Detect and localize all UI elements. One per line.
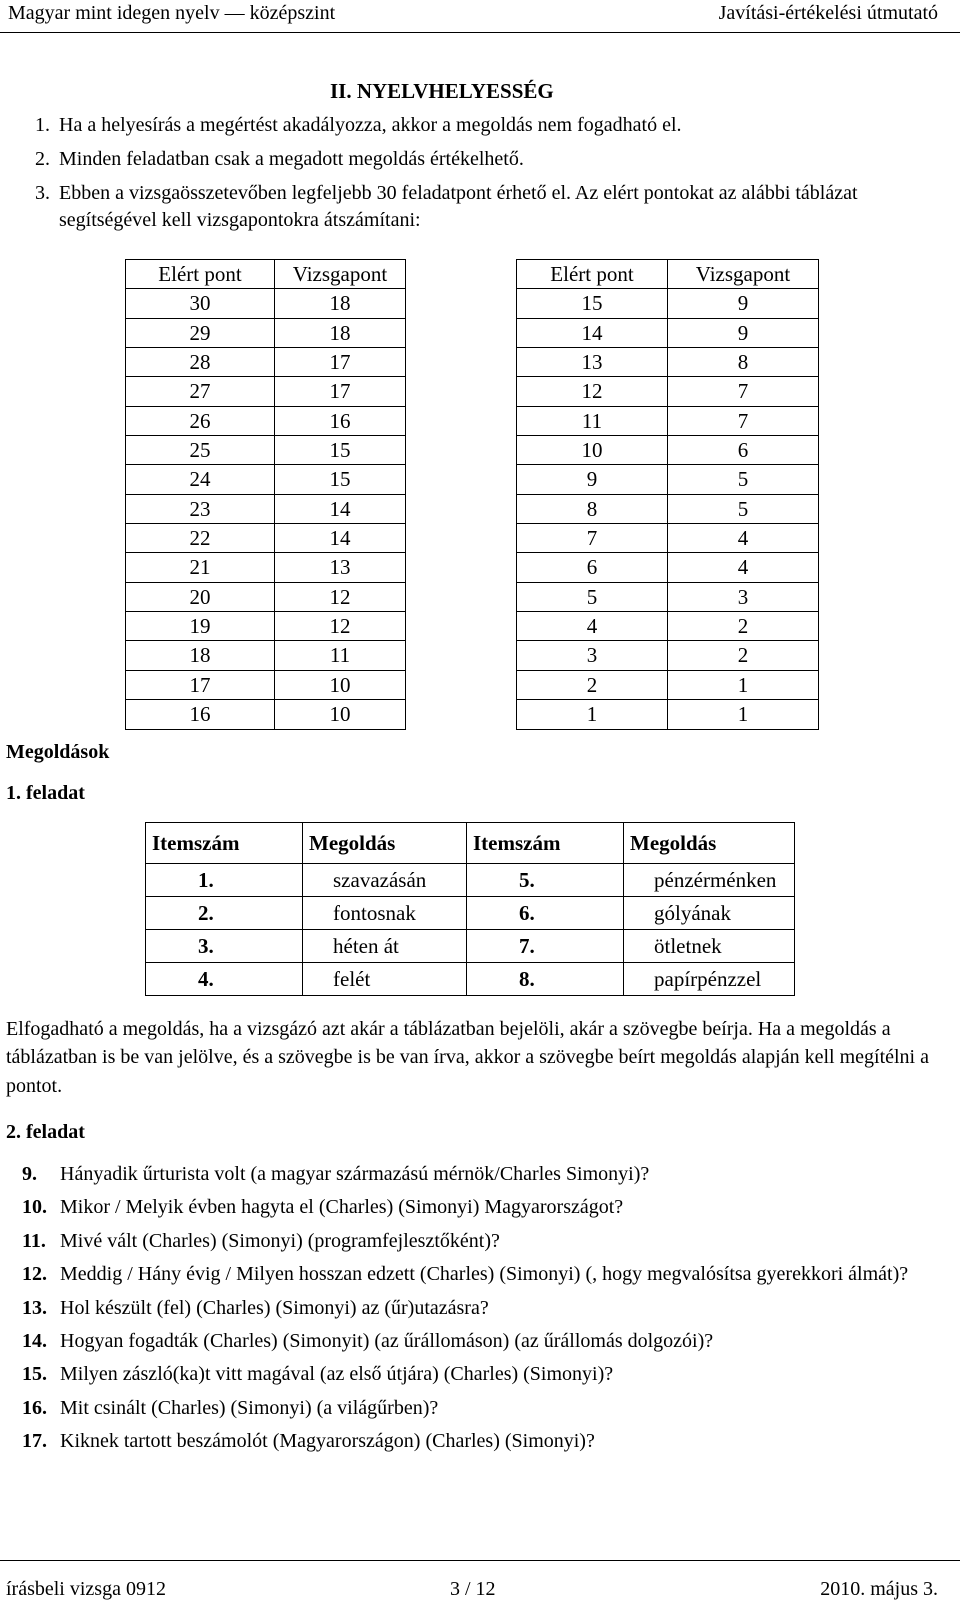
points-row — [126, 406, 819, 435]
task2-label: 2. feladat — [6, 1121, 85, 1143]
question-item — [22, 1394, 937, 1422]
answers-row — [146, 897, 795, 930]
points-cell: 2 — [517, 670, 668, 699]
footer-page-number: 3 / 12 — [450, 1578, 496, 1600]
points-gap — [406, 377, 517, 406]
item-number: 2. — [146, 897, 303, 930]
question-text: Hányadik űrturista volt (a magyar származású mérnök/Charles Simonyi)? — [60, 1163, 650, 1185]
points-cell: 14 — [275, 524, 406, 553]
points-cell: 8 — [668, 348, 819, 377]
points-cell: 1 — [668, 670, 819, 699]
item-number: 8. — [467, 963, 624, 996]
points-cell: 9 — [668, 318, 819, 347]
points-row — [126, 289, 819, 318]
item-number: 5. — [467, 864, 624, 897]
footer-rule — [0, 1560, 960, 1561]
item-solution: fontosnak — [303, 897, 467, 930]
question-number: 13. — [22, 1296, 47, 1319]
points-cell: 18 — [275, 318, 406, 347]
answers-row — [146, 864, 795, 897]
rule-text: Ebben a vizsgaösszetevőben legfeljebb 30 feladatpont érhető el. Az elért pontokat az alábbi táblázat segítségével kell vizsgapontokra átszámítani: — [59, 182, 858, 231]
points-gap — [406, 494, 517, 523]
points-cell: 19 — [126, 612, 275, 641]
points-gap — [406, 348, 517, 377]
points-cell: 15 — [275, 436, 406, 465]
question-text: Meddig / Hány évig / Milyen hosszan edzett (Charles) (Simonyi) (, hogy megvalósítsa gyerekkori álmát)? — [60, 1263, 909, 1286]
solutions-heading: Megoldások — [6, 741, 110, 763]
points-cell: 4 — [668, 524, 819, 553]
points-cell: 20 — [126, 582, 275, 611]
points-cell: 17 — [275, 377, 406, 406]
question-number: 12. — [22, 1263, 47, 1286]
points-gap — [406, 670, 517, 699]
points-row — [126, 524, 819, 553]
points-gap — [406, 700, 517, 729]
points-cell: 1 — [517, 700, 668, 729]
points-cell: 1 — [668, 700, 819, 729]
points-cell: 12 — [517, 377, 668, 406]
item-number: 6. — [467, 897, 624, 930]
points-header-row — [126, 260, 819, 289]
points-row — [126, 582, 819, 611]
points-header-cell: Vizsgapont — [668, 260, 819, 289]
points-row — [126, 700, 819, 729]
item-solution: felét — [303, 963, 467, 996]
points-gap — [406, 582, 517, 611]
points-cell: 3 — [668, 582, 819, 611]
points-gap — [406, 436, 517, 465]
rule-text: Minden feladatban csak a megadott megoldás értékelhető. — [59, 148, 524, 170]
points-cell: 6 — [517, 553, 668, 582]
points-gap — [406, 641, 517, 670]
rule-item — [35, 112, 925, 139]
points-gap — [406, 289, 517, 318]
task1-label: 1. feladat — [6, 782, 85, 804]
header-rule — [0, 32, 960, 33]
points-cell: 16 — [275, 406, 406, 435]
item-solution: pénzérménken — [624, 864, 795, 897]
points-cell: 15 — [275, 465, 406, 494]
points-gap — [406, 260, 517, 289]
points-gap — [406, 406, 517, 435]
points-row — [126, 670, 819, 699]
question-item — [22, 1193, 937, 1221]
points-cell: 23 — [126, 494, 275, 523]
question-number: 16. — [22, 1396, 47, 1419]
points-cell: 18 — [126, 641, 275, 670]
points-cell: 15 — [517, 289, 668, 318]
points-cell: 2 — [668, 612, 819, 641]
points-row — [126, 436, 819, 465]
item-number: 7. — [467, 930, 624, 963]
points-gap — [406, 465, 517, 494]
rule-number: 2. — [35, 148, 50, 170]
points-gap — [406, 318, 517, 347]
points-cell: 30 — [126, 289, 275, 318]
points-cell: 14 — [517, 318, 668, 347]
points-row — [126, 377, 819, 406]
points-header-cell: Elért pont — [517, 260, 668, 289]
question-text: Mivé vált (Charles) (Simonyi) (programfejlesztőként)? — [60, 1229, 500, 1252]
question-item — [22, 1160, 937, 1188]
points-cell: 5 — [668, 465, 819, 494]
question-number: 15. — [22, 1363, 47, 1386]
rules-list — [35, 112, 925, 241]
points-row — [126, 612, 819, 641]
points-cell: 7 — [517, 524, 668, 553]
points-row — [126, 494, 819, 523]
points-cell: 2 — [668, 641, 819, 670]
answers-row — [146, 963, 795, 996]
points-gap — [406, 524, 517, 553]
points-cell: 4 — [668, 553, 819, 582]
question-number: 14. — [22, 1329, 47, 1352]
question-number: 11. — [22, 1229, 46, 1252]
question-text: Kiknek tartott beszámolót (Magyarországon) (Charles) (Simonyi)? — [60, 1430, 595, 1453]
answers-header-cell: Itemszám — [467, 823, 624, 864]
points-cell: 6 — [668, 436, 819, 465]
questions-list — [22, 1160, 937, 1461]
points-cell: 9 — [668, 289, 819, 318]
item-solution: papírpénzzel — [624, 963, 795, 996]
points-cell: 17 — [275, 348, 406, 377]
question-item — [22, 1360, 937, 1388]
rule-number: 3. — [35, 182, 50, 204]
item-solution: szavazásán — [303, 864, 467, 897]
note-paragraph: Elfogadható a megoldás, ha a vizsgázó azt akár a táblázatban bejelöli, akár a szövegbe beírja. Ha a megoldás a táblázatban is be van jelölve, és a szövegbe is be van írva, akkor a szövegbe beírt megoldás alapján kell megítélni a pontot. — [6, 1018, 929, 1097]
points-cell: 10 — [275, 670, 406, 699]
item-solution: ötletnek — [624, 930, 795, 963]
answers-header-cell: Itemszám — [146, 823, 303, 864]
header-left: Magyar mint idegen nyelv — középszint — [8, 2, 336, 24]
points-cell: 13 — [517, 348, 668, 377]
rule-item — [35, 146, 925, 173]
points-cell: 14 — [275, 494, 406, 523]
points-cell: 27 — [126, 377, 275, 406]
points-cell: 29 — [126, 318, 275, 347]
points-cell: 12 — [275, 612, 406, 641]
question-text: Milyen zászló(ka)t vitt magával (az első útjára) (Charles) (Simonyi)? — [60, 1363, 614, 1386]
points-cell: 28 — [126, 348, 275, 377]
rule-number: 1. — [35, 114, 50, 136]
answers-header-row — [146, 823, 795, 864]
question-text: Hol készült (fel) (Charles) (Simonyi) az (űr)utazásra? — [60, 1296, 489, 1319]
question-item — [22, 1327, 937, 1355]
points-row — [126, 553, 819, 582]
answers-row — [146, 930, 795, 963]
question-item — [22, 1260, 937, 1288]
item-number: 4. — [146, 963, 303, 996]
points-cell: 18 — [275, 289, 406, 318]
points-cell: 17 — [126, 670, 275, 699]
points-row — [126, 318, 819, 347]
footer-left: írásbeli vizsga 0912 — [6, 1578, 166, 1600]
points-cell: 10 — [275, 700, 406, 729]
points-cell: 11 — [275, 641, 406, 670]
question-item — [22, 1227, 937, 1255]
item-solution: héten át — [303, 930, 467, 963]
question-number: 10. — [22, 1196, 47, 1219]
item-number: 1. — [146, 864, 303, 897]
points-cell: 24 — [126, 465, 275, 494]
rule-item — [35, 180, 925, 234]
points-table — [125, 259, 819, 730]
points-cell: 5 — [517, 582, 668, 611]
points-cell: 26 — [126, 406, 275, 435]
answers-table — [145, 822, 795, 996]
points-cell: 11 — [517, 406, 668, 435]
points-cell: 4 — [517, 612, 668, 641]
question-text: Mikor / Melyik évben hagyta el (Charles) (Simonyi) Magyarországot? — [60, 1196, 624, 1219]
question-item — [22, 1294, 937, 1322]
points-header-cell: Elért pont — [126, 260, 275, 289]
rule-text: Ha a helyesírás a megértést akadályozza, akkor a megoldás nem fogadható el. — [59, 114, 682, 136]
page-footer — [0, 1556, 960, 1609]
question-number: 17. — [22, 1430, 47, 1453]
points-cell: 12 — [275, 582, 406, 611]
points-row — [126, 641, 819, 670]
question-text: Mit csinált (Charles) (Simonyi) (a világűrben)? — [60, 1396, 439, 1419]
question-text: Hogyan fogadták (Charles) (Simonyit) (az űrállomáson) (az űrállomás dolgozói)? — [60, 1329, 714, 1352]
section-title: II. NYELVHELYESSÉG — [330, 79, 554, 103]
page-header — [0, 0, 960, 38]
points-cell: 22 — [126, 524, 275, 553]
question-item — [22, 1427, 937, 1455]
points-cell: 3 — [517, 641, 668, 670]
points-cell: 16 — [126, 700, 275, 729]
points-cell: 8 — [517, 494, 668, 523]
header-right: Javítási-értékelési útmutató — [718, 2, 938, 24]
footer-date: 2010. május 3. — [820, 1578, 938, 1600]
points-header-cell: Vizsgapont — [275, 260, 406, 289]
answers-header-cell: Megoldás — [303, 823, 467, 864]
points-row — [126, 348, 819, 377]
points-cell: 21 — [126, 553, 275, 582]
points-gap — [406, 553, 517, 582]
answers-header-cell: Megoldás — [624, 823, 795, 864]
points-cell: 25 — [126, 436, 275, 465]
points-row — [126, 465, 819, 494]
points-cell: 5 — [668, 494, 819, 523]
points-gap — [406, 612, 517, 641]
points-cell: 10 — [517, 436, 668, 465]
points-cell: 13 — [275, 553, 406, 582]
item-number: 3. — [146, 930, 303, 963]
points-cell: 7 — [668, 377, 819, 406]
question-number: 9. — [22, 1163, 37, 1185]
item-solution: gólyának — [624, 897, 795, 930]
points-cell: 9 — [517, 465, 668, 494]
points-cell: 7 — [668, 406, 819, 435]
